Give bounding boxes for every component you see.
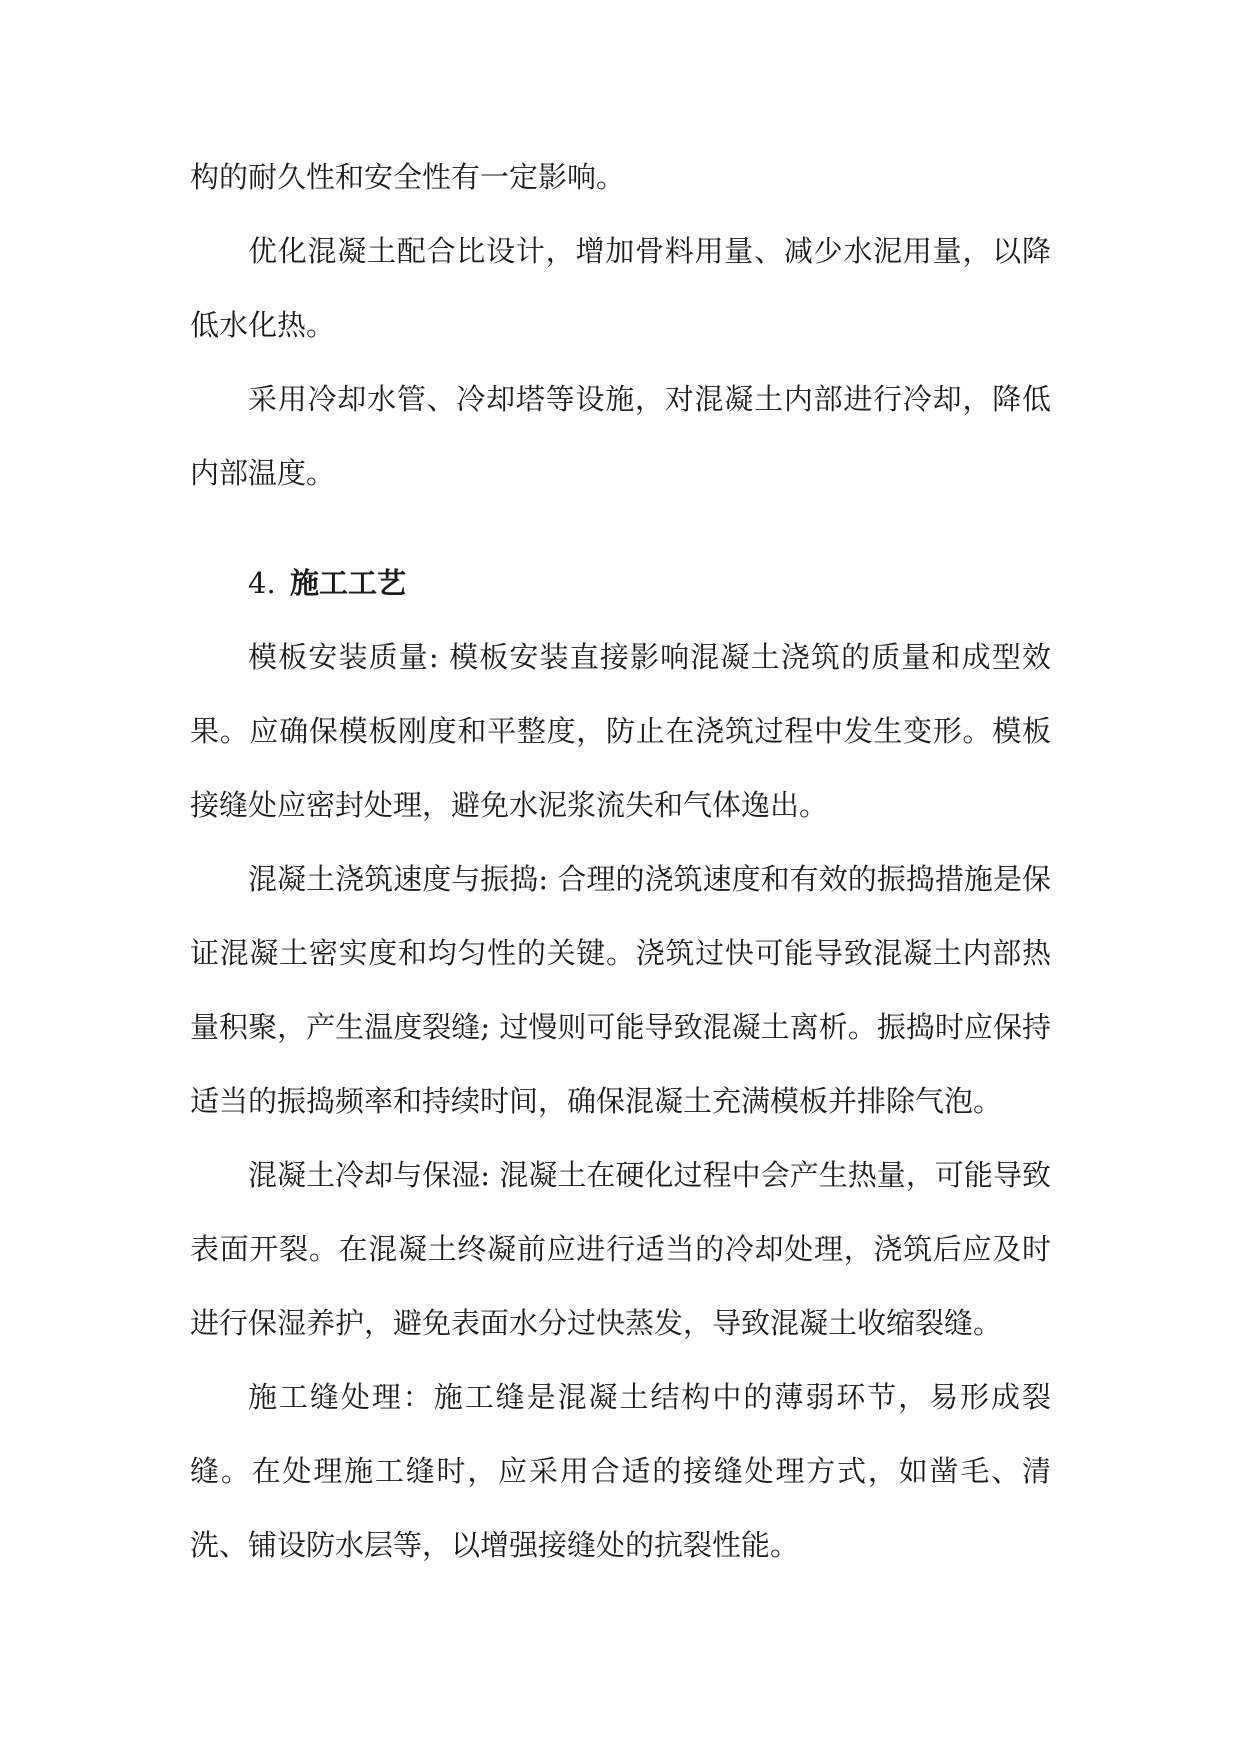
paragraph-construction-joints: 施工缝处理：施工缝是混凝土结构中的薄弱环节，易形成裂缝。在处理施工缝时，应采用合适的接缝处理方式，如凿毛、清洗、铺设防水层等，以增强接缝处的抗裂性能。 [190,1380,1051,1562]
section-number: 4. [248,566,276,600]
document-body [190,140,1051,1582]
paragraph-mix-design: 优化混凝土配合比设计，增加骨料用量、减少水泥用量，以降低水化热。 [190,234,1051,342]
paragraph-cooling-pipes: 采用冷却水管、冷却塔等设施，对混凝土内部进行冷却，降低内部温度。 [190,382,1051,490]
section-title: 施工工艺 [290,566,407,600]
paragraph-cooling-curing: 混凝土冷却与保湿: 混凝土在硬化过程中会产生热量，可能导致表面开裂。在混凝土终凝前应进行适当的冷却处理，浇筑后应及时进行保湿养护，避免表面水分过快蒸发，导致混凝土收缩裂缝。 [190,1158,1051,1340]
paragraph-formwork-quality: 模板安装质量: 模板安装直接影响混凝土浇筑的质量和成型效果。应确保模板刚度和平整度，防止在浇筑过程中发生变形。模板接缝处应密封处理，避免水泥浆流失和气体逸出。 [190,640,1051,822]
paragraph-continuation: 构的耐久性和安全性有一定影响。 [190,160,626,194]
paragraph-pouring-vibration: 混凝土浇筑速度与振捣: 合理的浇筑速度和有效的振捣措施是保证混凝土密实度和均匀性的关键。浇筑过快可能导致混凝土内部热量积聚，产生温度裂缝; 过慢则可能导致混凝土离析。振捣时应保持适当的振捣频率和持续时间，确保混凝土充满模板并排除气泡。 [190,862,1051,1118]
section-heading [190,546,1051,620]
